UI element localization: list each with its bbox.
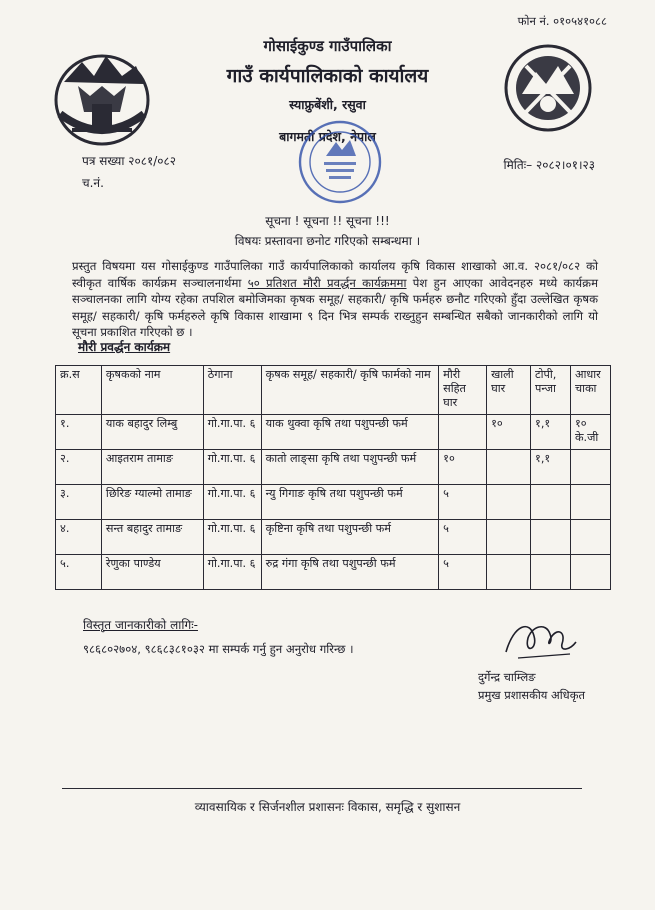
cell-serial: ५. — [56, 555, 102, 590]
cell-hat-gloves: १,१ — [531, 450, 571, 485]
notice-body-part2: पेश हुन आएका आवेदनहरु मध्ये कार्यक्रम सञ्चालनका लागि योग्य रहेका तपशिल बमोजिमका कृषक समूह/ सहकारी/ कृषि फर्महरु छनौट गरिएको हुँदा उल्लेखित कृषक समूह/ सहकारी/ कृषि फर्महरुले कृषि विकास शाखामा ९ दिन भित्र सम्पर्क राख्नुहुन सम्बन्धित सबैको जानकारीको लागि यो सूचना प्रकाशित गरिएको छ । — [72, 275, 598, 340]
cell-serial: २. — [56, 450, 102, 485]
table-row — [56, 415, 611, 450]
cell-empty-hives — [487, 485, 531, 520]
header-farmer-name: कृषकको नाम — [101, 366, 203, 415]
handwritten-signature — [500, 614, 580, 666]
cell-foundation-comb — [570, 555, 610, 590]
cell-serial: १. — [56, 415, 102, 450]
cell-foundation-comb — [570, 520, 610, 555]
cell-hat-gloves: १,१ — [531, 415, 571, 450]
cell-foundation-comb — [570, 485, 610, 520]
office-location: स्याफ्रुबेंशी, रसुवा — [289, 97, 366, 112]
cell-group-name: याक थुक्वा कृषि तथा पशुपन्छी फर्म — [261, 415, 438, 450]
cell-hat-gloves — [531, 485, 571, 520]
table-row — [56, 450, 611, 485]
cell-group-name: कातो लाङ्सा कृषि तथा पशुपन्छी फर्म — [261, 450, 438, 485]
program-section-title: मौरी प्रवर्द्धन कार्यक्रम — [78, 340, 171, 354]
cell-hives-with-bees: ५ — [439, 555, 487, 590]
municipality-name: गोसाईकुण्ड गाउँपालिका — [263, 37, 392, 55]
cell-hives-with-bees: १० — [439, 450, 487, 485]
cell-farmer-name: छिरिङ ग्याल्मो तामाङ — [101, 485, 203, 520]
signatory-title: प्रमुख प्रशासकीय अधिकृत — [478, 688, 585, 702]
cell-empty-hives — [487, 520, 531, 555]
header-foundation-comb: आधार चाका — [570, 366, 610, 415]
cell-farmer-name: आइतराम तामाङ — [101, 450, 203, 485]
letter-reference-number: पत्र सख्या २०८१/०८२ — [82, 154, 176, 168]
notice-heading: सूचना ! सूचना !! सूचना !!! — [265, 214, 390, 228]
header-hives-with-bees: मौरी सहित घार — [439, 366, 487, 415]
cell-hives-with-bees — [439, 415, 487, 450]
cell-hat-gloves — [531, 520, 571, 555]
cell-farmer-name: सन्त बहादुर तामाङ — [101, 520, 203, 555]
selected-farmers-table — [55, 365, 611, 590]
cell-group-name: कृष्टिना कृषि तथा पशुपन्छी फर्म — [261, 520, 438, 555]
header-hat-gloves: टोपी, पन्जा — [531, 366, 571, 415]
header-empty-hives: खाली घार — [487, 366, 531, 415]
office-name: गाउँ कार्यपालिकाको कार्यालय — [226, 65, 429, 87]
cell-address: गो.गा.पा. ६ — [203, 520, 261, 555]
notice-body — [72, 258, 598, 341]
footer-divider — [62, 788, 582, 789]
phone-number: फोन नं. ०१०५४१०८८ — [517, 14, 607, 28]
cell-serial: ३. — [56, 485, 102, 520]
footer-motto: व्यावसायिक र सिर्जनशील प्रशासनः विकास, समृद्धि र सुशासन — [194, 800, 461, 814]
notice-body-underlined: ५० प्रतिशत मौरी प्रवर्द्धन कार्यक्रममा — [247, 275, 407, 290]
header-serial: क्र.स — [56, 366, 102, 415]
cell-hives-with-bees: ५ — [439, 520, 487, 555]
letter-date: मितिः– २०८२।०१।२३ — [503, 158, 595, 172]
table-row — [56, 555, 611, 590]
header-group-name: कृषक समूह/ सहकारी/ कृषि फार्मको नाम — [261, 366, 438, 415]
notice-body-part1: प्रस्तुत विषयमा यस गोसाईकुण्ड गाउँपालिका गाउँ कार्यपालिकाको कार्यालय कृषि विकास शाखाको आ.व. २०८१/०८२ को स्वीकृत वार्षिक कार्यक्रम सञ्चालनार्थमा — [72, 259, 598, 290]
cell-empty-hives — [487, 450, 531, 485]
cell-hat-gloves — [531, 555, 571, 590]
table-row — [56, 485, 611, 520]
cell-address: गो.गा.पा. ६ — [203, 415, 261, 450]
cell-farmer-name: याक बहादुर लिम्बु — [101, 415, 203, 450]
office-stamp — [296, 118, 384, 206]
cell-empty-hives — [487, 555, 531, 590]
cell-address: गो.गा.पा. ६ — [203, 485, 261, 520]
contact-numbers: ९८६८०२७०४, ९८६८३८१०३२ मा सम्पर्क गर्नु हुन अनुरोध गरिन्छ । — [83, 642, 354, 656]
cell-address: गो.गा.पा. ६ — [203, 450, 261, 485]
table-header-row — [56, 366, 611, 415]
table-row — [56, 520, 611, 555]
more-info-title: विस्तृत जानकारीको लागिः- — [83, 618, 198, 632]
header-address: ठेगाना — [203, 366, 261, 415]
province-line: बागमती प्रदेश, नेपाल — [279, 129, 376, 144]
cell-empty-hives: १० — [487, 415, 531, 450]
cell-hives-with-bees: ५ — [439, 485, 487, 520]
dispatch-number: च.नं. — [82, 176, 104, 190]
cell-serial: ४. — [56, 520, 102, 555]
cell-foundation-comb — [570, 450, 610, 485]
cell-foundation-comb: १० के.जी — [570, 415, 610, 450]
cell-group-name: रुद्र गंगा कृषि तथा पशुपन्छी फर्म — [261, 555, 438, 590]
cell-address: गो.गा.पा. ६ — [203, 555, 261, 590]
signatory-name: दुर्गेन्द्र चाम्लिङ — [478, 670, 536, 684]
cell-farmer-name: रेणुका पाण्डेय — [101, 555, 203, 590]
cell-group-name: न्यु गिगाङ कृषि तथा पशुपन्छी फर्म — [261, 485, 438, 520]
notice-subject: विषयः प्रस्तावना छनोट गरिएको सम्बन्धमा । — [234, 234, 421, 248]
